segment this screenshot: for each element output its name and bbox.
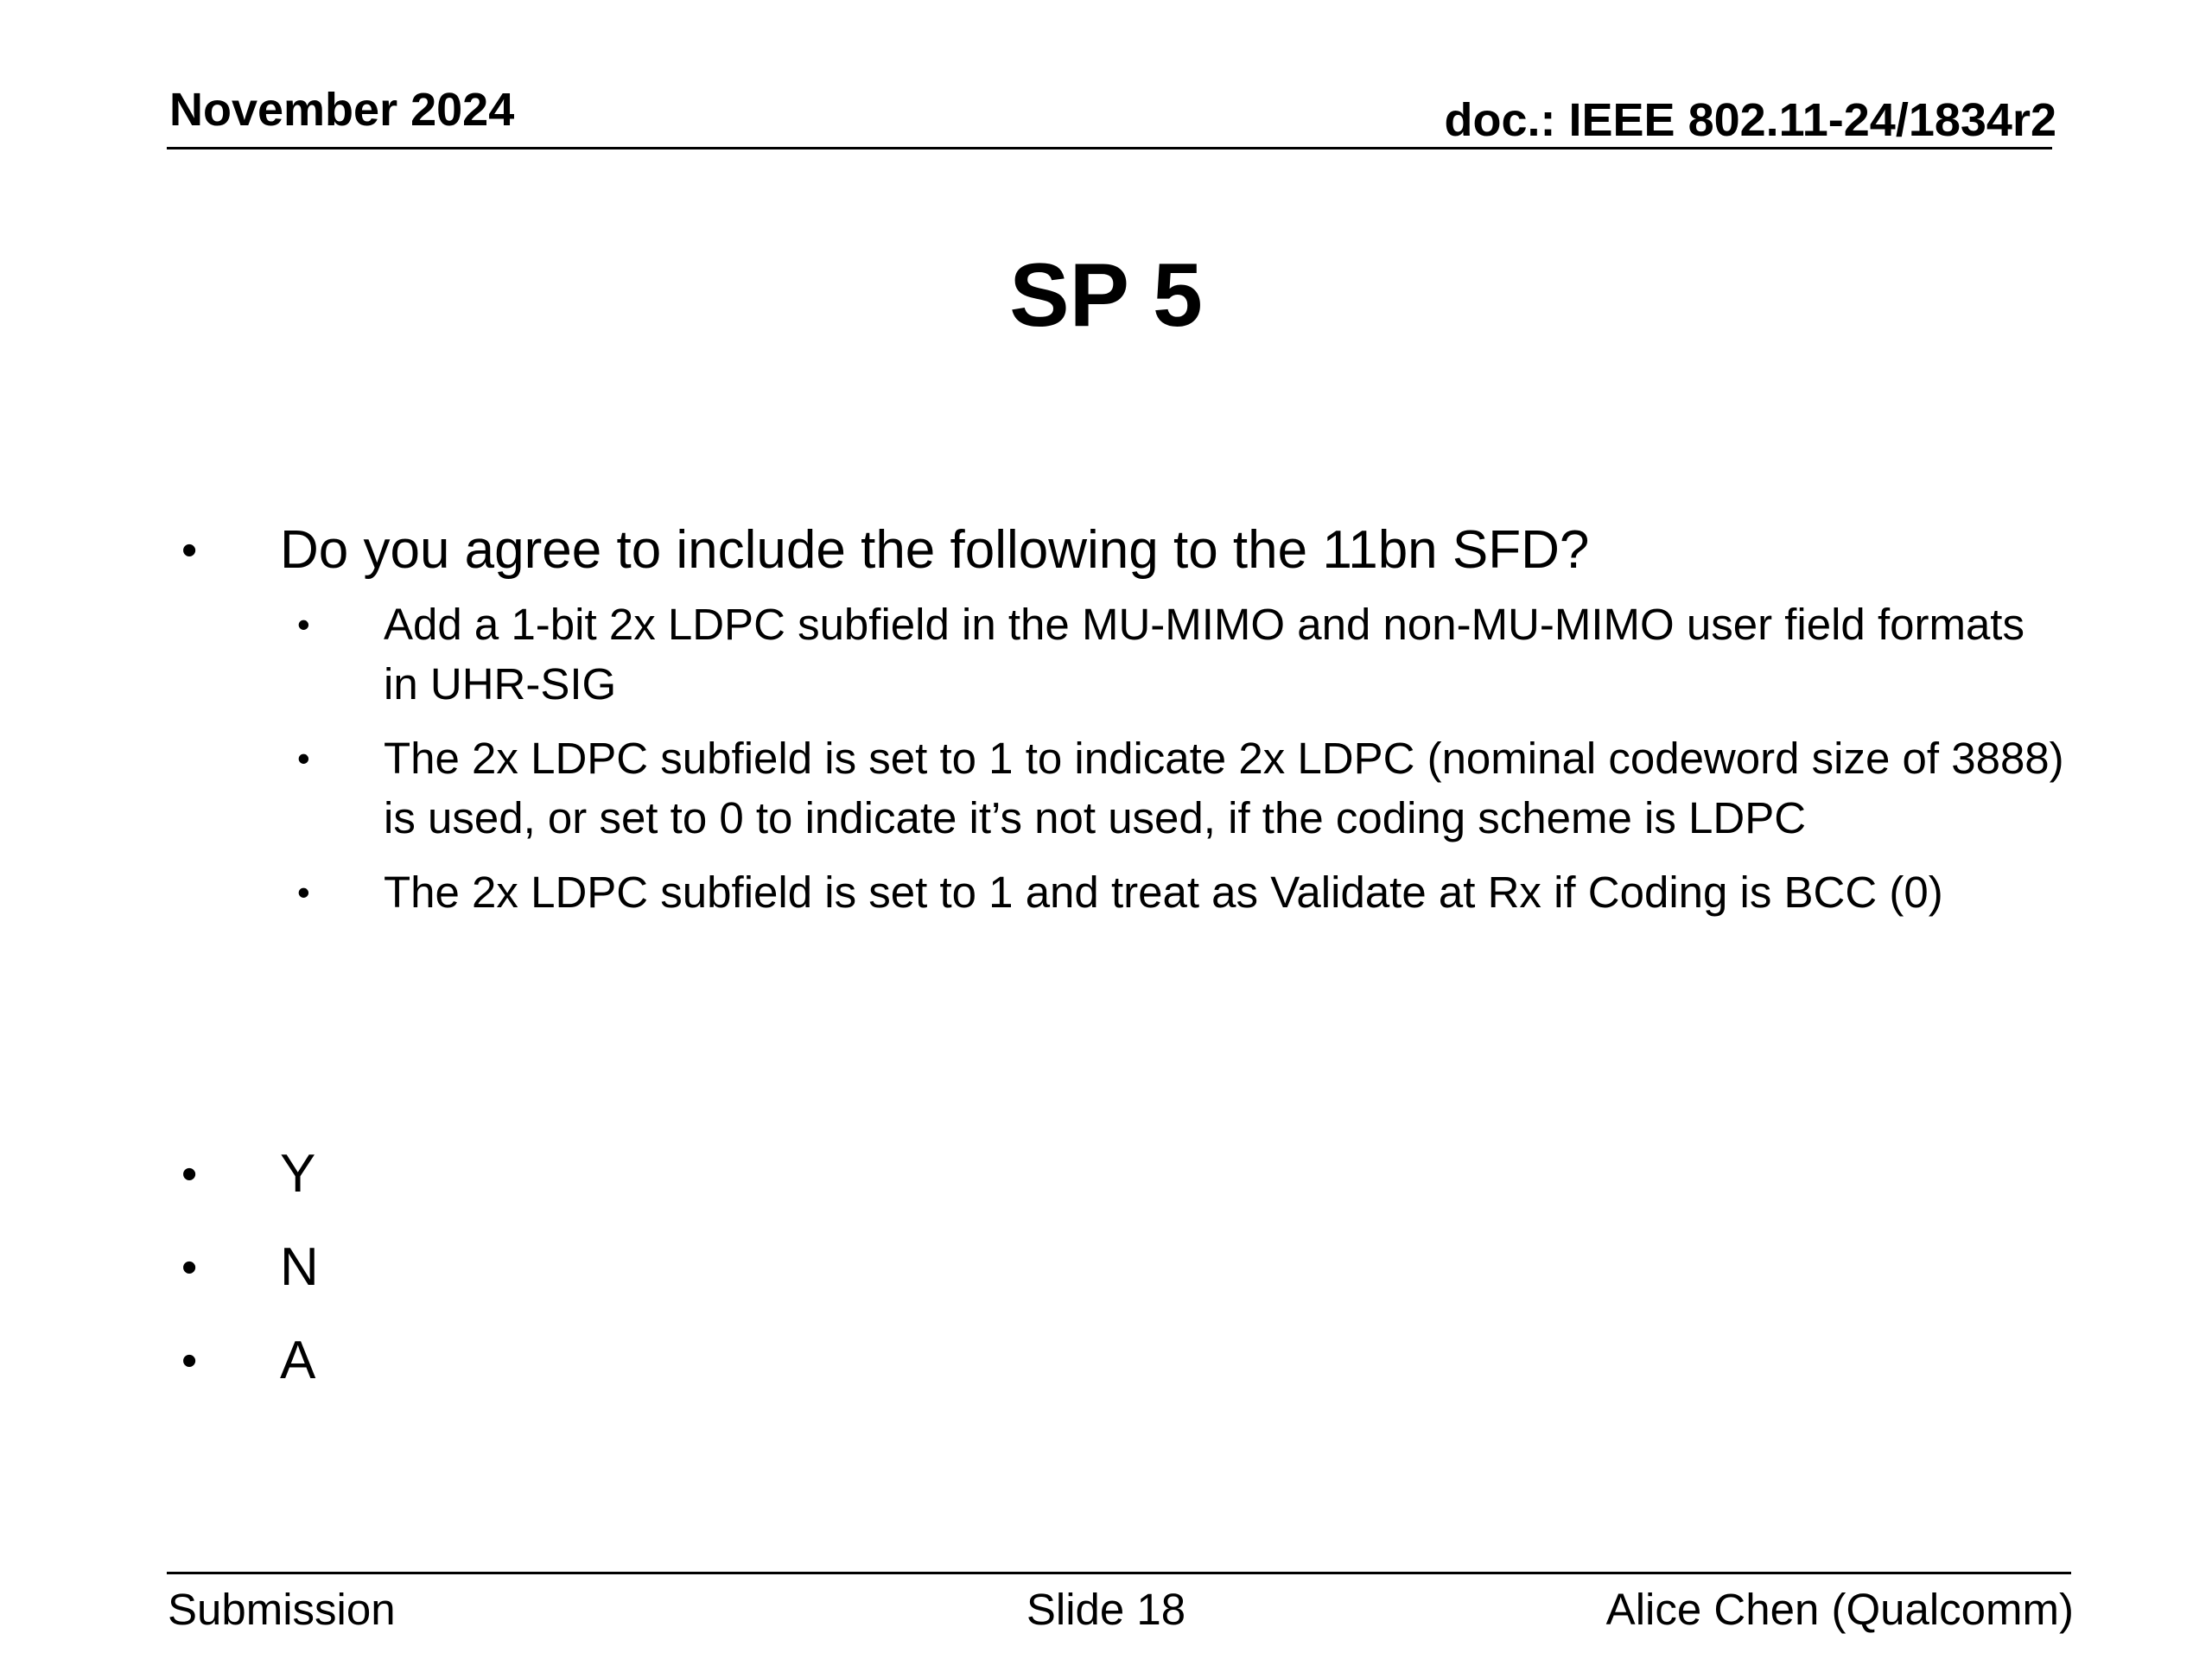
bullet-icon: • bbox=[181, 525, 198, 575]
header-date: November 2024 bbox=[169, 84, 515, 136]
bullet-icon: • bbox=[181, 1149, 198, 1199]
bullet-icon: • bbox=[297, 604, 310, 645]
bullet-icon: • bbox=[181, 1243, 198, 1293]
sub-bullet bbox=[181, 862, 2065, 922]
sub-bullet-text: The 2x LDPC subfield is set to 1 and treat as Validate at Rx if Coding is BCC (0) bbox=[384, 868, 1943, 918]
sub-bullet-text: The 2x LDPC subfield is set to 1 to indicate 2x LDPC (nominal codeword size of 3888) is used, or set to 0 to indicate it’s not used, if the coding scheme is LDPC bbox=[384, 734, 2064, 843]
footer-slide-number: Slide 18 bbox=[1026, 1585, 1186, 1634]
question-list bbox=[181, 518, 2065, 922]
vote-option-label: Y bbox=[280, 1144, 316, 1204]
bullet-icon: • bbox=[181, 1336, 198, 1386]
bullet-icon: • bbox=[297, 872, 310, 913]
footer-divider bbox=[167, 1572, 2071, 1574]
slide-title: SP 5 bbox=[1009, 245, 1203, 346]
footer-submission: Submission bbox=[168, 1585, 396, 1634]
question-text: Do you agree to include the following to the 11bn SFD? bbox=[280, 520, 1590, 580]
bullet-icon: • bbox=[297, 738, 310, 779]
sub-bullet bbox=[181, 728, 2065, 848]
vote-option-n bbox=[181, 1236, 700, 1300]
vote-option-label: N bbox=[280, 1237, 319, 1297]
footer-author: Alice Chen (Qualcomm) bbox=[1605, 1585, 2074, 1634]
question-bullet bbox=[181, 518, 2065, 582]
vote-option-label: A bbox=[280, 1331, 316, 1390]
sub-bullet-text: Add a 1-bit 2x LDPC subfield in the MU-MIMO and non-MU-MIMO user field formats in UHR-SIG bbox=[384, 600, 2024, 709]
vote-option-y bbox=[181, 1142, 700, 1206]
header-divider bbox=[167, 147, 2052, 149]
header-doc-number: doc.: IEEE 802.11-24/1834r2 bbox=[1444, 94, 2056, 146]
vote-option-a bbox=[181, 1329, 700, 1393]
sub-bullet bbox=[181, 594, 2065, 714]
